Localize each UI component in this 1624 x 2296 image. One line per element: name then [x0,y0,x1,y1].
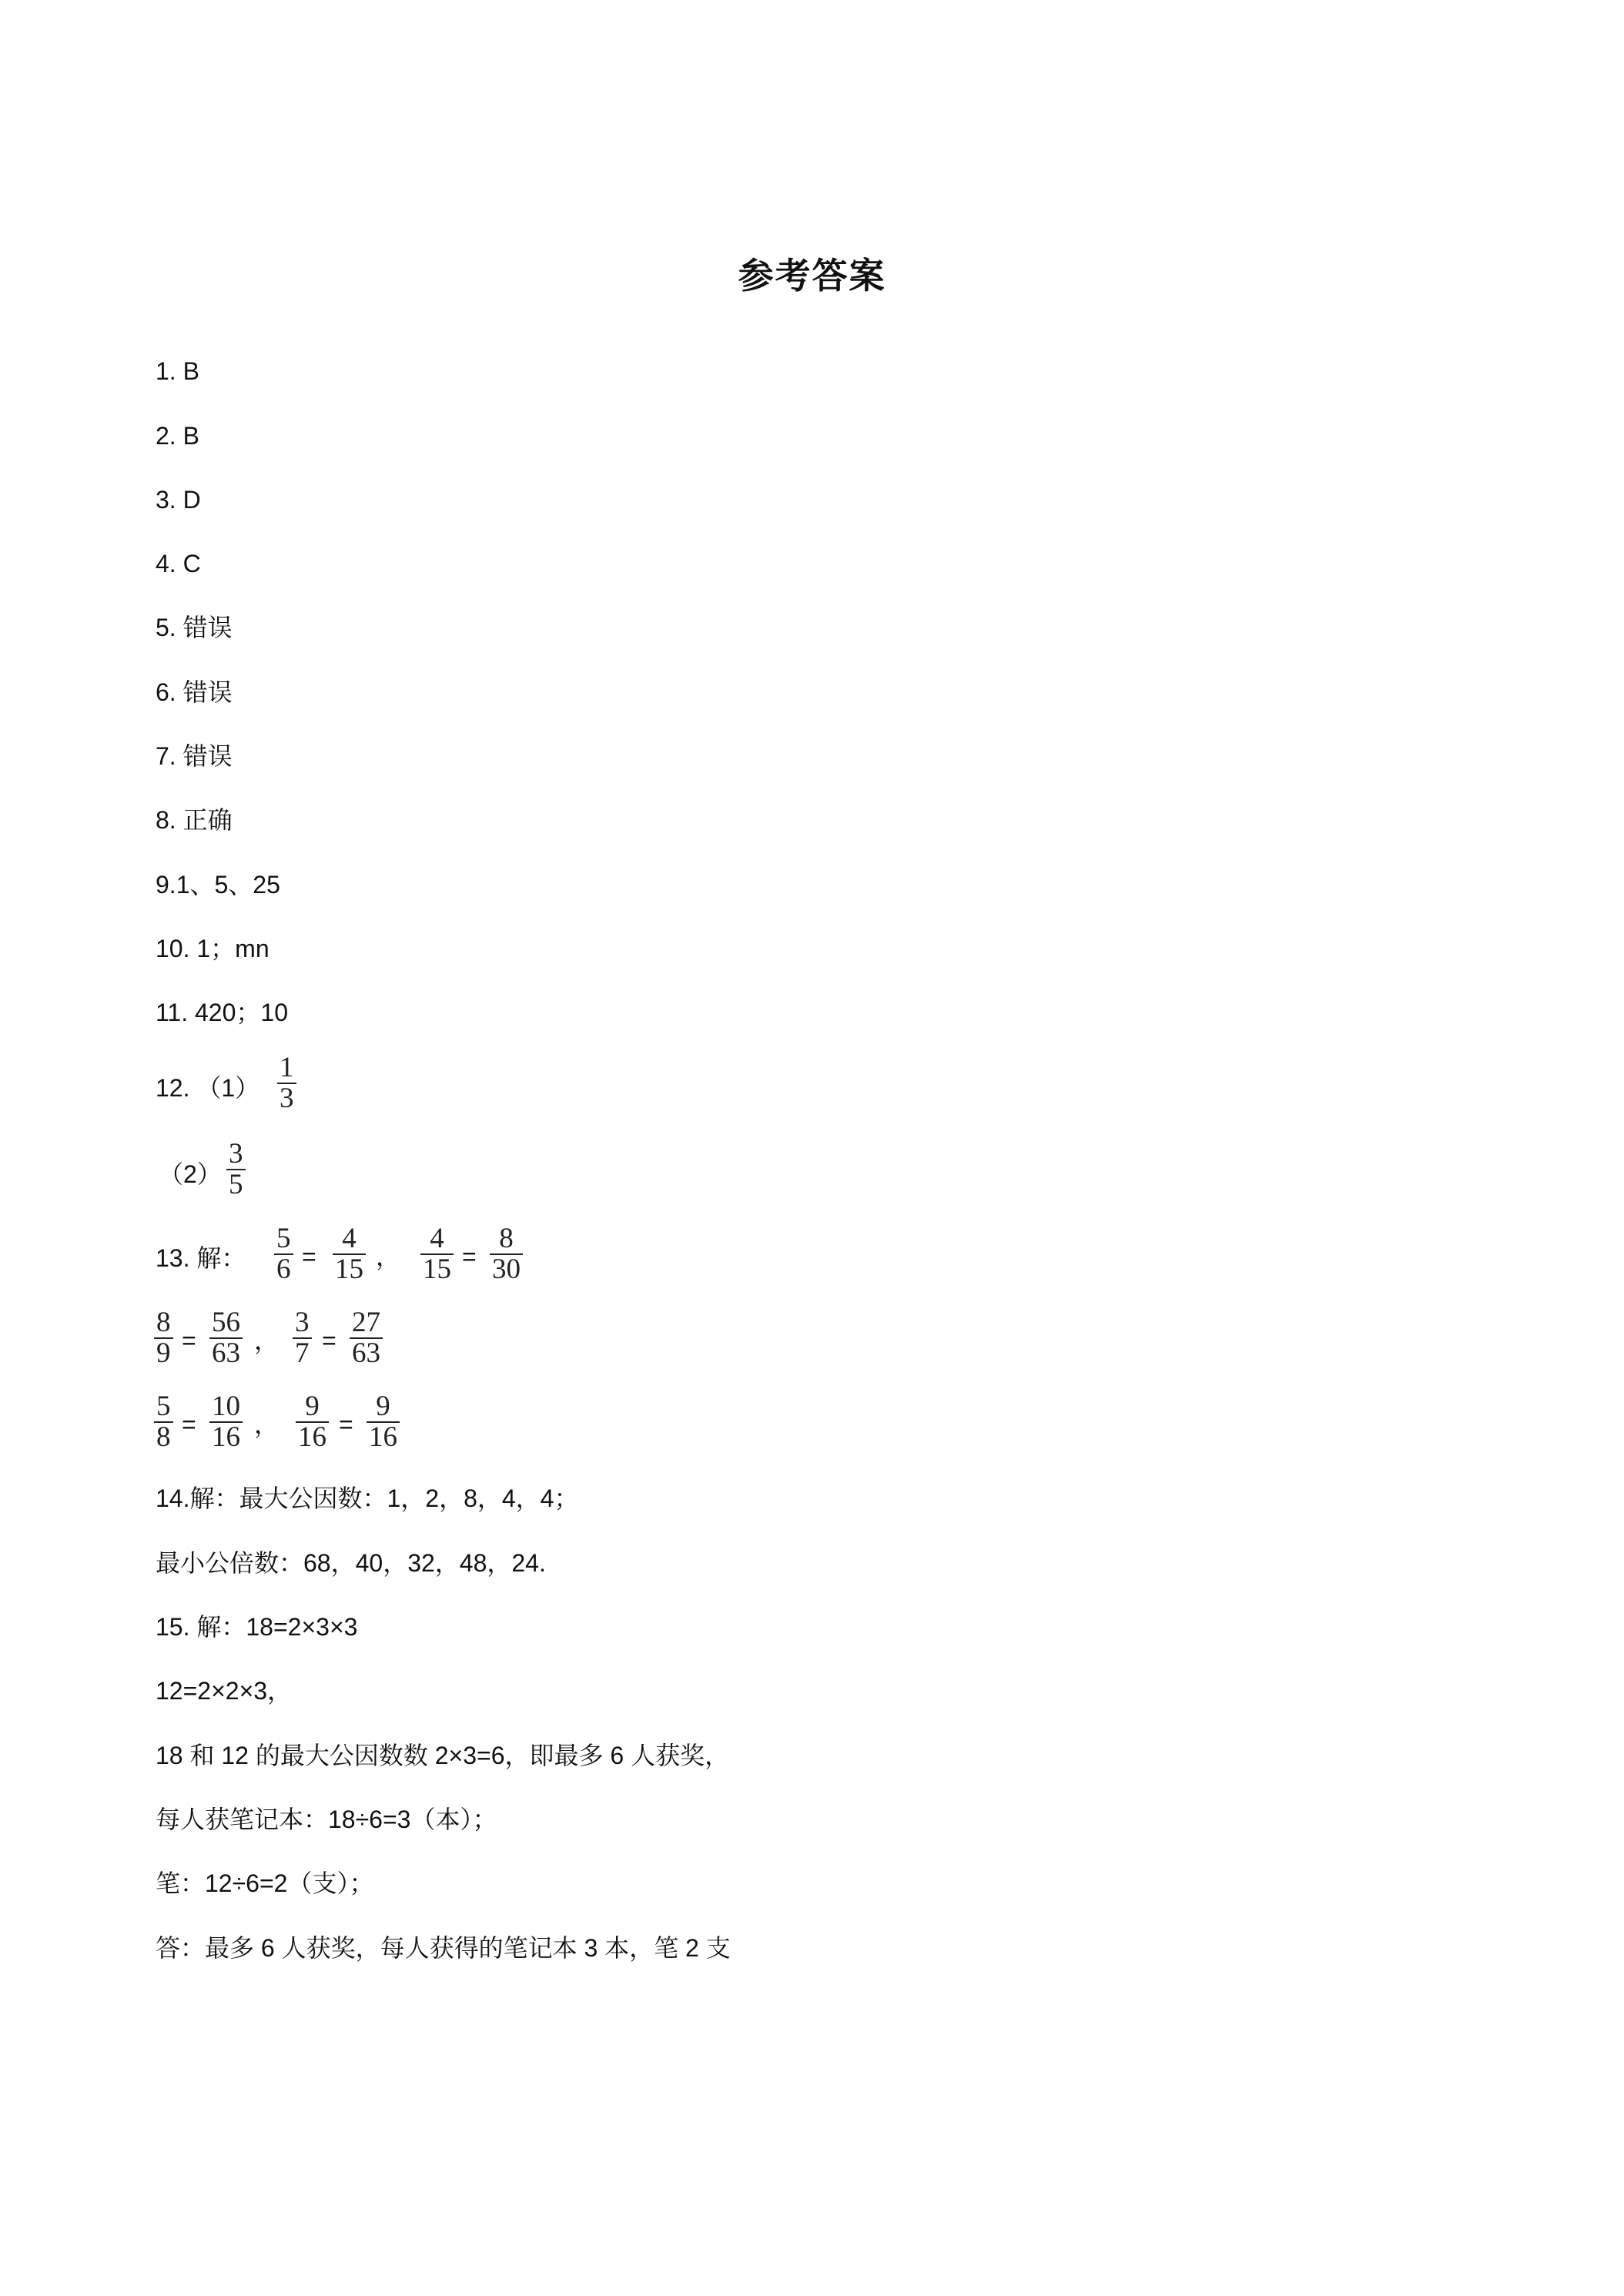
denominator: 63 [212,1337,240,1369]
denominator: 7 [295,1337,310,1369]
answer-12-part2-prefix: （2） [159,1160,222,1188]
denominator: 16 [298,1421,326,1453]
numerator: 5 [276,1223,291,1254]
answer-15-line-2: 12=2×2×3， [156,1677,293,1705]
answer-14-line-2: 最小公倍数：68，40，32，48，24. [156,1549,546,1577]
numerator: 5 [156,1391,171,1422]
equals-sign: = [182,1327,196,1354]
answer-12-fraction-2 [226,1140,246,1200]
answer-13-r1-fraction-3 [420,1224,454,1284]
equals-sign: = [339,1411,353,1438]
answer-11: 11. 420；10 [156,999,288,1026]
answer-12-prefix: 12. （1） [156,1074,260,1102]
numerator: 4 [430,1223,444,1254]
answer-13-r1-fraction-2 [333,1224,366,1284]
numerator: 9 [305,1391,320,1422]
answer-14-line-1: 14.解：最大公因数：1，2，8，4，4； [156,1484,579,1512]
denominator: 5 [229,1169,243,1200]
equals-sign: = [462,1243,477,1270]
denominator: 9 [156,1337,171,1369]
answer-15-line-6: 答：最多 6 人获奖，每人获得的笔记本 3 本，笔 2 支 [156,1934,731,1962]
answer-13-r3-fraction-1 [154,1392,173,1452]
answer-13-r2-fraction-3 [293,1308,312,1368]
answer-13-r1-fraction-4 [490,1224,523,1284]
answer-13-r3-fraction-3 [296,1392,329,1452]
answer-9: 9.1、5、25 [156,871,280,899]
numerator: 27 [352,1307,380,1338]
numerator: 3 [229,1138,243,1170]
denominator: 8 [156,1421,171,1453]
numerator: 1 [280,1052,294,1083]
denominator: 15 [335,1253,363,1285]
numerator: 4 [342,1223,357,1254]
answer-12-fraction-1 [277,1053,296,1113]
answer-1: 1. B [156,357,199,385]
answer-8: 8. 正确 [156,806,233,834]
denominator: 6 [276,1253,291,1285]
answer-15-line-4: 每人获笔记本：18÷6=3（本）； [156,1806,497,1833]
denominator: 15 [423,1253,451,1285]
denominator: 16 [212,1421,240,1453]
answer-4: 4. C [156,550,201,577]
denominator: 3 [280,1083,294,1114]
answer-13-prefix: 13. 解： [156,1244,246,1272]
answer-13-r2-fraction-1 [154,1308,173,1368]
numerator: 9 [376,1391,390,1422]
answer-3: 3. D [156,486,201,514]
denominator: 63 [352,1337,380,1369]
answer-5: 5. 错误 [156,614,233,641]
answer-10: 10. 1；mn [156,935,270,962]
denominator: 30 [492,1253,521,1285]
answer-15-line-1: 15. 解：18=2×3×3 [156,1613,358,1641]
answer-2: 2. B [156,422,199,450]
answer-13-r2-fraction-2 [209,1308,243,1368]
numerator: 8 [156,1307,171,1338]
answer-15-line-5: 笔：12÷6=2（支）； [156,1869,374,1897]
answer-13-r3-fraction-2 [209,1392,243,1452]
numerator: 3 [295,1307,310,1338]
equals-sign: = [302,1243,316,1270]
answer-7: 7. 错误 [156,742,233,770]
answer-13-r1-fraction-1 [274,1224,293,1284]
comma: ， [254,1411,280,1438]
numerator: 8 [499,1223,514,1254]
denominator: 16 [369,1421,397,1453]
page-title: 参考答案 [738,255,886,296]
numerator: 10 [212,1391,240,1422]
equals-sign: = [322,1327,337,1354]
numerator: 56 [212,1307,240,1338]
comma: ， [376,1243,401,1270]
answer-13-r2-fraction-4 [350,1308,383,1368]
answer-15-line-3: 18 和 12 的最大公因数数 2×3=6，即最多 6 人获奖， [156,1742,730,1769]
answer-6: 6. 错误 [156,678,233,706]
comma: ， [254,1327,280,1354]
equals-sign: = [182,1411,196,1438]
answer-13-r3-fraction-4 [367,1392,400,1452]
